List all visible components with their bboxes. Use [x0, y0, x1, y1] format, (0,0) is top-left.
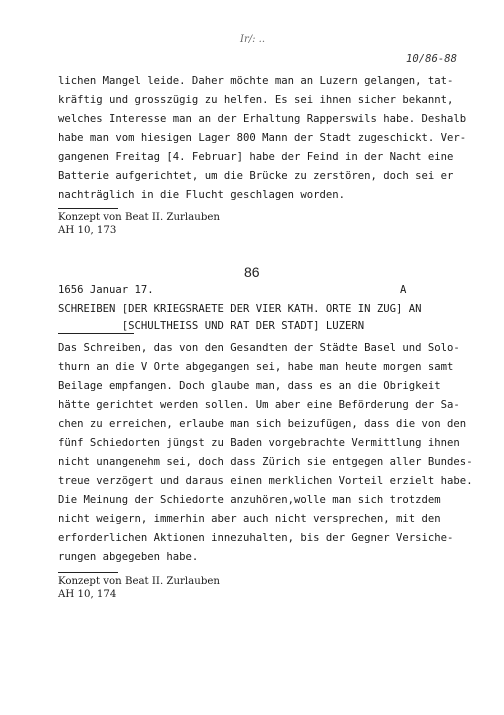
page-reference: 10/86-88: [406, 53, 458, 65]
source-note-line: AH 10, 174: [58, 589, 117, 600]
source-divider: [58, 208, 118, 209]
text-line: erforderlichen Aktionen innezuhalten, bis der Gegner Versiche-: [58, 532, 454, 544]
source-note-line: Konzept von Beat II. Zurlauben: [58, 576, 220, 587]
text-line: Das Schreiben, das von den Gesandten der Städte Basel und Solo-: [58, 342, 460, 354]
text-line: Beilage empfangen. Doch glaube man, dass es an die Obrigkeit: [58, 380, 441, 392]
text-line: Batterie aufgerichtet, um die Brücke zu zerstören, doch sei er: [58, 170, 454, 182]
document-marker: A: [400, 284, 407, 296]
text-line: kräftig und grosszügig zu helfen. Es sei ihnen sicher bekannt,: [58, 94, 454, 106]
text-line: rungen abgegeben habe.: [58, 551, 199, 563]
source-divider: [58, 572, 118, 573]
text-line: thurn an die V Orte abgegangen sei, habe man heute morgen samt: [58, 361, 454, 373]
document-number: 86: [244, 264, 260, 280]
handwritten-scribble: Ir/: ..: [240, 34, 266, 45]
text-line: nicht unangenehm sei, doch dass Zürich sie entgegen aller Bundes-: [58, 456, 473, 468]
text-line: nachträglich in die Flucht geschlagen worden.: [58, 189, 346, 201]
document-date: 1656 Januar 17.: [58, 284, 154, 296]
text-line: Die Meinung der Schiedorte anzuhören,wolle man sich trotzdem: [58, 494, 441, 506]
text-line: gangenen Freitag [4. Februar] habe der Feind in der Nacht eine: [58, 151, 454, 163]
document-heading-line: SCHREIBEN [DER KRIEGSRAETE DER VIER KATH. ORTE IN ZUG] AN: [58, 303, 422, 315]
text-line: treue verzögert und daraus einen merklichen Vorteil erzielt habe.: [58, 475, 473, 487]
source-note-line: Konzept von Beat II. Zurlauben: [58, 212, 220, 223]
text-line: welches Interesse man an der Erhaltung Rapperswils habe. Deshalb: [58, 113, 467, 125]
text-line: hätte gerichtet werden sollen. Um aber eine Beförderung der Sa-: [58, 399, 460, 411]
source-note-line: AH 10, 173: [58, 225, 117, 236]
text-line: fünf Schiedorten jüngst zu Baden vorgebrachte Vermittlung ihnen: [58, 437, 460, 449]
document-heading-line: [SCHULTHEISS UND RAT DER STADT] LUZERN: [58, 320, 365, 332]
text-line: habe man vom hiesigen Lager 800 Mann der Stadt zugeschickt. Ver-: [58, 132, 467, 144]
text-line: nicht weigern, immerhin aber auch nicht versprechen, mit den: [58, 513, 441, 525]
heading-divider: [58, 333, 134, 334]
text-line: lichen Mangel leide. Daher möchte man an Luzern gelangen, tat-: [58, 75, 454, 87]
text-line: chen zu erreichen, erlaube man sich beizufügen, dass die von den: [58, 418, 467, 430]
